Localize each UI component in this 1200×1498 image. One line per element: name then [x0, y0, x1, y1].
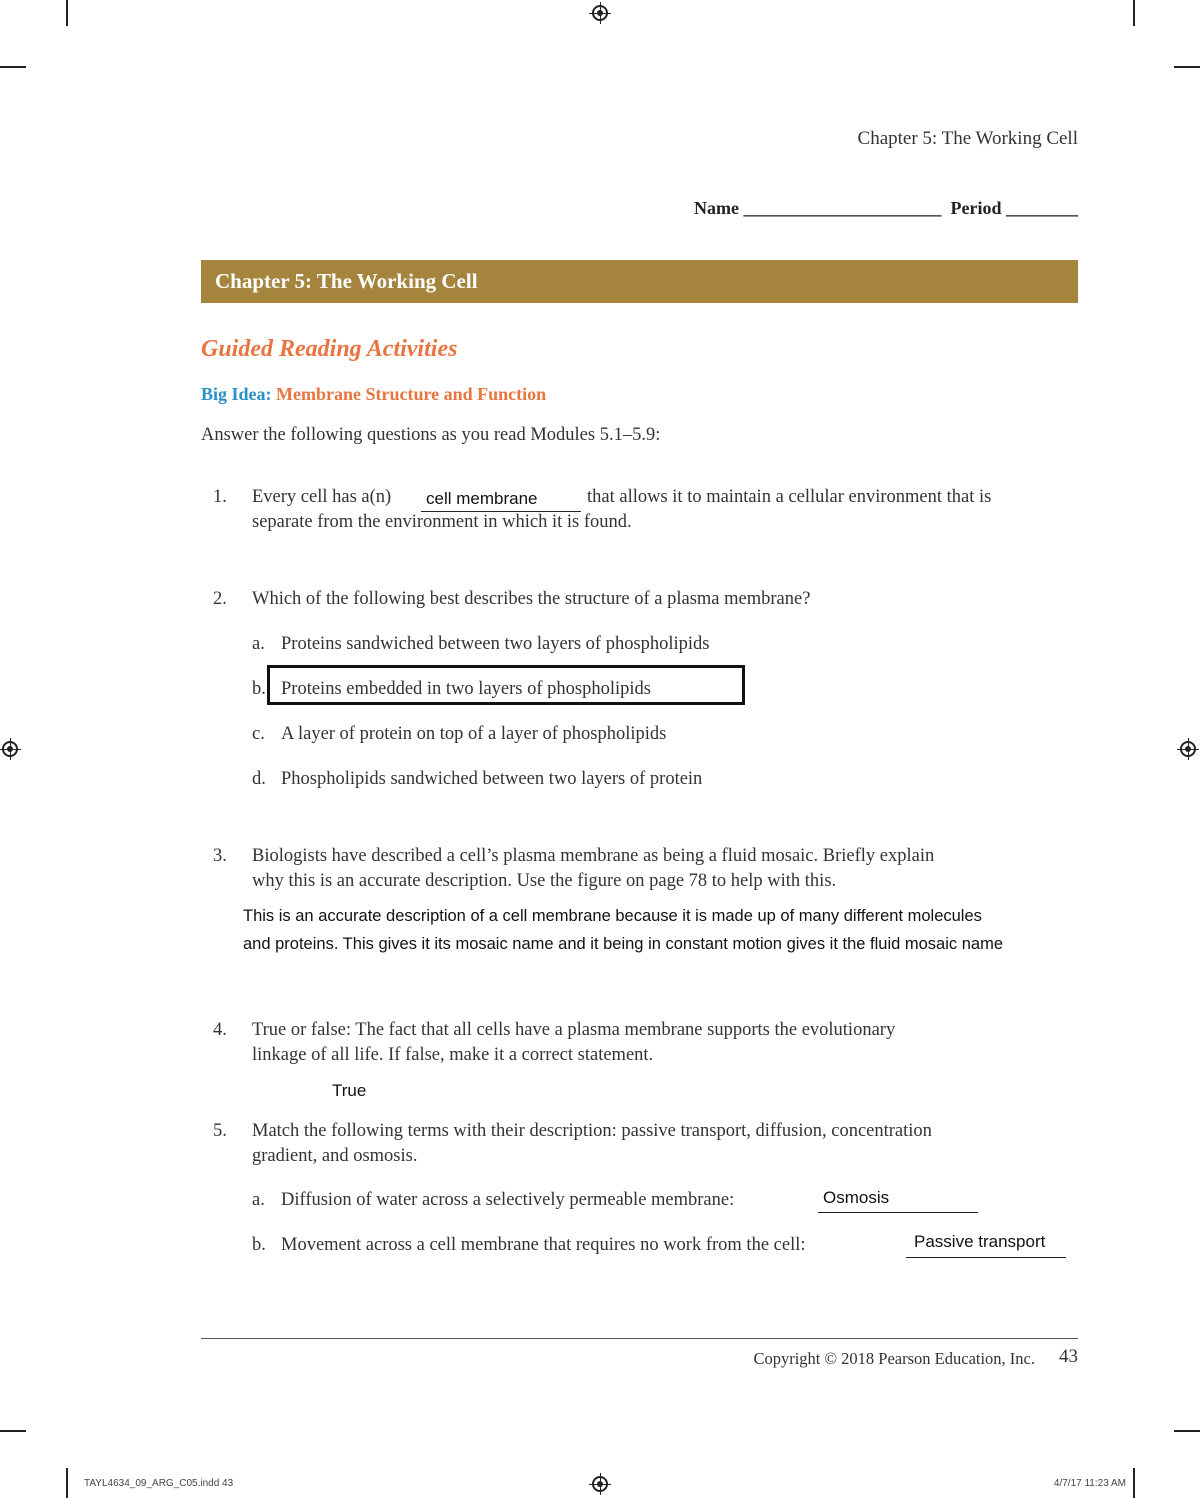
- crop-mark: [0, 66, 26, 68]
- crop-mark: [0, 1430, 26, 1432]
- chapter-banner: [201, 260, 1078, 303]
- option-text[interactable]: A layer of protein on top of a layer of phospholipids: [281, 724, 667, 744]
- footer-copyright: Copyright © 2018 Pearson Education, Inc.: [753, 1349, 1035, 1368]
- registration-mark-icon: [592, 5, 608, 21]
- crop-mark: [1174, 66, 1200, 68]
- big-idea-value: Membrane Structure and Function: [276, 384, 547, 404]
- crop-mark: [1133, 0, 1135, 26]
- q5b-answer[interactable]: Passive transport: [914, 1232, 1046, 1251]
- slug-timestamp: 4/7/17 11:23 AM: [1053, 1478, 1126, 1489]
- crop-mark: [1133, 1468, 1135, 1498]
- q3-text-line1: Biologists have described a cell’s plasma membrane as being a fluid mosaic. Briefly explain: [252, 846, 935, 866]
- q1-text-after: that allows it to maintain a cellular environment that is: [587, 487, 992, 507]
- option-letter: b.: [252, 1235, 266, 1255]
- q3-text-line2: why this is an accurate description. Use the figure on page 78 to help with this.: [252, 871, 837, 891]
- crop-mark: [66, 1468, 68, 1498]
- question-number: 1.: [213, 487, 227, 507]
- option-text[interactable]: Phospholipids sandwiched between two layers of protein: [281, 769, 703, 789]
- q5a-text: Diffusion of water across a selectively permeable membrane:: [281, 1190, 735, 1210]
- q5a-answer[interactable]: Osmosis: [823, 1188, 890, 1207]
- banner-title: Chapter 5: The Working Cell: [215, 269, 478, 293]
- q1-answer[interactable]: cell membrane: [426, 489, 538, 508]
- q1-text-line2: separate from the environment in which it is found.: [252, 512, 632, 532]
- question-number: 2.: [213, 589, 227, 609]
- crop-mark: [66, 0, 68, 26]
- big-idea: [201, 384, 546, 405]
- section-title: Guided Reading Activities: [201, 336, 458, 362]
- option-letter: d.: [252, 769, 266, 789]
- name-period-line: Name ______________________ Period ________: [694, 198, 1078, 218]
- q1-text-before: Every cell has a(n): [252, 487, 392, 507]
- q4-answer[interactable]: True: [332, 1081, 367, 1100]
- page-number: 43: [1059, 1346, 1078, 1367]
- option-letter: b.: [252, 679, 266, 699]
- slug-filename: TAYL4634_09_ARG_C05.indd 43: [84, 1478, 234, 1489]
- big-idea-label: Big Idea:: [201, 384, 272, 404]
- instructions: Answer the following questions as you read Modules 5.1–5.9:: [201, 425, 661, 445]
- option-text-selected[interactable]: Proteins embedded in two layers of phospholipids: [281, 679, 651, 699]
- registration-mark-icon: [592, 1476, 608, 1492]
- q5-text-line1: Match the following terms with their description: passive transport, diffusion, concentration: [252, 1121, 932, 1141]
- q4-text-line2: linkage of all life. If false, make it a correct statement.: [252, 1045, 654, 1065]
- q3-answer-line2[interactable]: and proteins. This gives it its mosaic name and it being in constant motion gives it the fluid mosaic name: [243, 935, 1003, 953]
- option-letter: c.: [252, 724, 265, 744]
- question-number: 4.: [213, 1020, 227, 1040]
- footer-rule: [201, 1338, 1078, 1339]
- option-text[interactable]: Proteins sandwiched between two layers of phospholipids: [281, 634, 710, 654]
- q5-text-line2: gradient, and osmosis.: [252, 1146, 418, 1166]
- q3-answer-line1[interactable]: This is an accurate description of a cell membrane because it is made up of many different molecules: [243, 907, 982, 925]
- option-letter: a.: [252, 1190, 265, 1210]
- registration-mark-icon: [1180, 741, 1196, 757]
- option-letter: a.: [252, 634, 265, 654]
- q2-text: Which of the following best describes the structure of a plasma membrane?: [252, 589, 811, 609]
- q5b-text: Movement across a cell membrane that requires no work from the cell:: [281, 1235, 806, 1255]
- question-number: 3.: [213, 846, 227, 866]
- q4-text-line1: True or false: The fact that all cells have a plasma membrane supports the evolutionary: [252, 1020, 896, 1040]
- crop-mark: [1174, 1430, 1200, 1432]
- running-head: Chapter 5: The Working Cell: [857, 128, 1078, 149]
- registration-mark-icon: [2, 741, 18, 757]
- question-number: 5.: [213, 1121, 227, 1141]
- answer-underline: [818, 1212, 978, 1213]
- answer-underline: [906, 1257, 1066, 1258]
